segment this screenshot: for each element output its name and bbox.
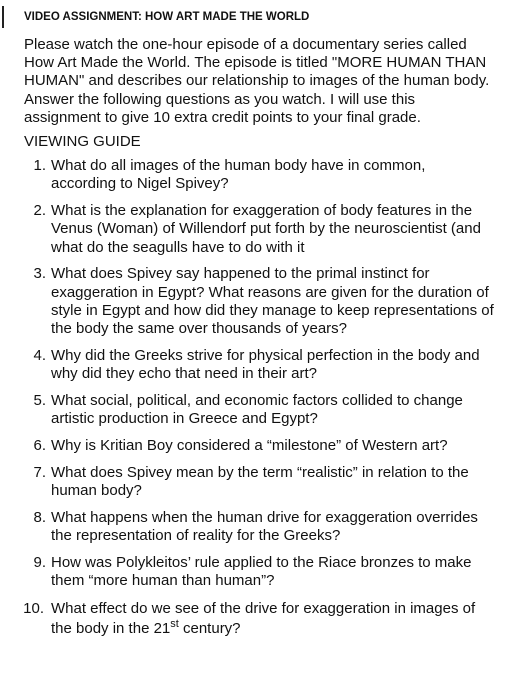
question-item [24,392,494,428]
question-text: Why did the Greeks strive for physical perfection in the body and why did they echo that need in their art? [51,346,480,383]
question-number: 3. [33,265,46,283]
question-item [24,509,494,545]
question-number: 6. [33,436,46,454]
question-number: 5. [33,391,46,409]
question-text: What is the explanation for exaggeration of body features in the Venus (Woman) of Willendorf put forth by the neuroscientist (and what do the seagulls have to do with it [51,202,481,256]
question-number: 7. [33,463,46,481]
question-number: 2. [33,202,46,220]
question-text: What happens when the human drive for exaggeration overrides the representation of reality for the Greeks? [51,508,478,544]
question-text: What does Spivey say happened to the primal instinct for exaggeration in Egypt? What reasons are given for the duration of style in Egypt and how did they manage to keep representations of the body the same over thousands of years? [51,265,494,338]
margin-bar [2,6,4,28]
question-item [24,157,494,193]
question-text: Why is Kritian Boy considered a “milestone” of Western art? [51,436,448,454]
question-number: 8. [33,508,46,526]
document-body [24,36,494,647]
ordinal-superscript: st [170,617,179,630]
question-item [24,347,494,383]
intro-paragraph: Please watch the one-hour episode of a documentary series called How Art Made the World. The episode is titled "MORE HUMAN THAN HUMAN" and describes our relationship to images of the human body. Answer the following questions as you watch. I will use this assignment to give 10 extra credit points to your final grade. [24,36,490,126]
question-item [24,464,494,500]
question-text: What does Spivey mean by the term “realistic” in relation to the human body? [51,463,469,499]
question-item [24,202,494,257]
question-number: 9. [33,553,46,571]
question-item [24,554,494,590]
assignment-title: VIDEO ASSIGNMENT: HOW ART MADE THE WORLD [24,11,310,23]
questions-list [24,157,494,638]
question-text-end: century? [178,619,241,637]
question-text: What effect do we see of the drive for exaggeration in images of the body in the 21 [51,599,476,637]
question-text: What do all images of the human body have in common, according to Nigel Spivey? [51,157,426,193]
question-item [24,599,494,639]
question-text: How was Polykleitos’ rule applied to the Riace bronzes to make them “more human than human”? [51,553,472,589]
question-number: 10. [23,599,44,617]
question-item [24,265,494,338]
question-number: 1. [33,157,46,175]
question-item [24,437,494,455]
question-number: 4. [33,346,46,364]
viewing-guide-heading: VIEWING GUIDE [24,133,141,151]
question-text: What social, political, and economic factors collided to change artistic production in Greece and Egypt? [51,391,463,428]
